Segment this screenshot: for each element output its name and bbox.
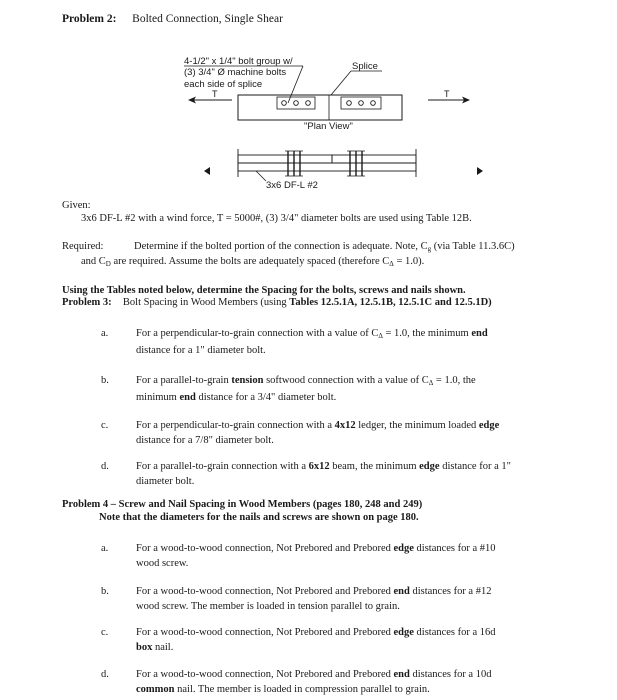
bolt-group-line-2: (3) 3/4" Ø machine bolts	[184, 67, 287, 78]
problem-3-item-d: For a parallel-to-grain connection with a 6x12 beam, the minimum edge distance for a 1" diameter bolt.	[136, 461, 511, 487]
problem-3-item-letter: d.	[101, 461, 109, 472]
bolt-group-line-1: 4-1/2" x 1/4" bolt group w/	[184, 56, 293, 67]
member-leader	[256, 171, 266, 181]
bolt-icon	[294, 101, 299, 106]
bolt-group-line-3: each side of splice	[184, 79, 263, 90]
top-splice-plate-right	[332, 155, 416, 163]
problem-4-item-a: For a wood-to-wood connection, Not Prebored and Prebored edge distances for a #10 wood screw.	[136, 543, 496, 569]
bolt-icon	[371, 101, 376, 106]
splice-leader	[331, 71, 351, 95]
problem-2-heading	[62, 13, 283, 25]
splice-label: Splice	[352, 61, 378, 72]
bolted-connection-diagram	[170, 45, 500, 195]
member-label: 3x6 DF-L #2	[266, 180, 318, 191]
given-label: Given:	[62, 200, 91, 211]
problem-3-item-b: For a parallel-to-grain tension softwood connection with a value of $C_\Delta = 1.0$, the minimum end distance for a 3/4" diameter bolt.	[136, 375, 476, 403]
bolt-icon	[359, 101, 364, 106]
problem-3-intro: Using the Tables noted below, determine the Spacing for the bolts, screws and nails shown.	[62, 285, 466, 296]
problem-4-note: Note that the diameters for the nails and screws are shown on page 180.	[99, 512, 419, 523]
problem-title: Bolted Connection, Single Shear	[132, 13, 283, 25]
elevation-arrow-left-icon	[204, 167, 210, 175]
problem-3-item-letter: a.	[101, 328, 109, 339]
problem-4-item-letter: d.	[101, 669, 109, 680]
callout-leader	[288, 66, 303, 103]
bolt-icon	[306, 101, 311, 106]
bolt-icon	[282, 101, 287, 106]
problem-3-item-c: For a perpendicular-to-grain connection with a 4x12 ledger, the minimum loaded edge distance for a 7/8" diameter bolt.	[136, 420, 500, 446]
problem-3-item-letter: c.	[101, 420, 109, 431]
problem-4-item-c: For a wood-to-wood connection, Not Prebored and Prebored edge distances for a 16d box nail.	[136, 627, 496, 653]
given-text: 3x6 DF-L #2 with a wind force, T = 5000#, (3) 3/4" diameter bolts are used using Table 12B.	[81, 213, 472, 224]
tension-label-left: T	[212, 89, 218, 99]
problem-4-heading: Problem 4 – Screw and Nail Spacing in Wood Members (pages 180, 248 and 249)	[62, 499, 423, 510]
bolt-icon	[347, 101, 352, 106]
problem-4-item-letter: b.	[101, 586, 109, 597]
problem-3-item-letter: b.	[101, 375, 109, 386]
required-label: Required:	[62, 241, 104, 252]
problem-4-item-letter: c.	[101, 627, 109, 638]
required-line-2: and $C_D$ are required. Assume the bolts are adequately spaced (therefore $C_\Delta = 1.0$).	[81, 256, 425, 268]
problem-4-item-b: For a wood-to-wood connection, Not Prebored and Prebored end distances for a #12 wood screw. The member is loaded in tension parallel to grain.	[136, 586, 492, 612]
elevation-member	[238, 163, 416, 171]
required-line-1: Determine if the bolted portion of the connection is adequate. Note, $C_g$ (via Table 11.3.6C)	[134, 241, 515, 253]
plan-view-label: "Plan View"	[304, 121, 353, 132]
plan-view-member	[238, 95, 402, 120]
tension-label-right: T	[444, 89, 450, 99]
problem-3-heading: Problem 3: Bolt Spacing in Wood Members (using Tables 12.5.1A, 12.5.1B, 12.5.1C and 12.5.1D)	[62, 297, 492, 308]
problem-4-item-d: For a wood-to-wood connection, Not Prebored and Prebored end distances for a 10d common nail. The member is loaded in compression parallel to grain.	[136, 669, 492, 695]
top-splice-plate-left	[238, 155, 332, 163]
problem-4-item-letter: a.	[101, 543, 109, 554]
problem-label: Problem 2:	[62, 13, 117, 25]
problem-3-item-a: For a perpendicular-to-grain connection with a value of $C_\Delta = 1.0$, the minimum end distance for a 1" diameter bolt.	[136, 328, 488, 356]
problem-3-label: Problem 3:	[62, 297, 112, 308]
elevation-arrow-right-icon	[477, 167, 483, 175]
left-bolt-plate	[277, 97, 315, 109]
